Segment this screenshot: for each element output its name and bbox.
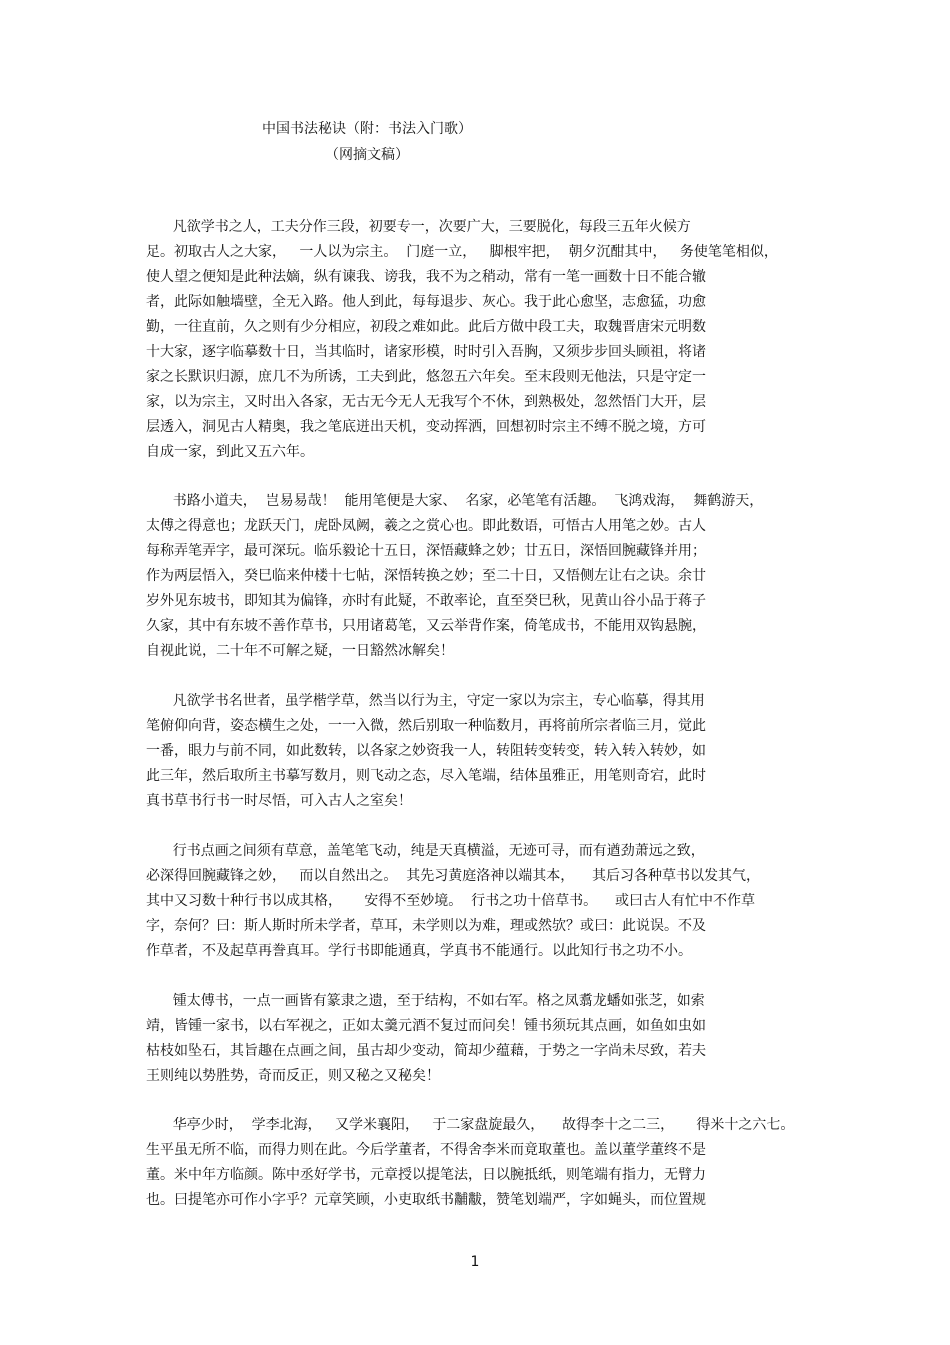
text-line: 使人望之便知是此种法嫡，纵有谏我、谤我，我不为之稍动，常有一笔一画数十日不能合辙: [146, 269, 706, 285]
paragraph-5: [146, 989, 806, 1089]
text-line: 书路小道夫， 岂易易哉！ 能用笔便是大家、 名家，必笔笔有活趣。 飞鸿戏海， 舞鹤游天，: [146, 493, 764, 509]
text-line: 自视此说，二十年不可解之疑，一日豁然冰解矣！: [146, 643, 454, 659]
text-line: 董。米中年方临颜。陈中丞好学书，元章授以提笔法，日以腕抵纸，则笔端有指力，无臂力: [146, 1167, 706, 1183]
text-line: 足。初取古人之大家， 一人以为宗主。 门庭一立， 脚根牢把， 朝夕沉酣其中， 务使笔笔相似，: [146, 244, 778, 260]
text-line: 一番，眼力与前不同，如此数转，以各家之妙资我一人，转阻转变转变，转入转入转妙，如: [146, 743, 706, 759]
text-line: 层透入，洞见古人精奥，我之笔底迸出天机，变动挥洒，回想初时宗主不缚不脱之境，方可: [146, 419, 706, 435]
text-line: 十大家，逐字临摹数十日，当其临时，诸家形模，时时引入吾胸，又须步步回头顾祖，将诸: [146, 344, 706, 360]
text-line: 字，奈何？曰：斯人斯时所未学者，草耳，未学则以为难，理或然欤？或曰：此说误。不及: [146, 918, 706, 934]
text-line: 家之长默识归源，庶几不为所诱，工夫到此，悠忽五六年矣。至末段则无他法，只是守定一: [146, 369, 706, 385]
text-line: 每称弄笔弄字，最可深玩。临乐毅论十五日，深悟藏蜂之妙；廿五日，深悟回腕藏锋并用；: [146, 543, 706, 559]
paragraph-3: [146, 689, 806, 814]
text-line: 其中又习数十种行书以成其格， 安得不至妙境。 行书之功十倍草书。 或曰古人有忙中不作草: [146, 893, 755, 909]
text-line: 者，此际如触墙壁，全无入路。他人到此，每每退步、灰心。我于此心愈坚，志愈猛，功愈: [146, 294, 706, 310]
text-line: 此三年，然后取所主书摹写数月，则飞动之态，尽入笔端，结体虽雅正，用笔则奇宕，此时: [146, 768, 706, 784]
text-line: 华亭少时， 学李北海， 又学米襄阳， 于二家盘旋最久， 故得李十之二三， 得米十之六七。: [146, 1117, 795, 1133]
text-line: 真书草书行书一时尽悟，可入古人之室矣！: [146, 793, 412, 809]
paragraph-4: [146, 839, 806, 964]
page-number: 1: [470, 1254, 480, 1270]
text-line: 太傅之得意也；龙跃天门，虎卧凤阙，羲之之赏心也。即此数语，可悟古人用笔之妙。古人: [146, 518, 706, 534]
text-line: 作草者，不及起草再誊真耳。学行书即能通真，学真书不能通行。以此知行书之功不小。: [146, 943, 692, 959]
text-line: 也。曰提笔亦可作小字乎？元章笑顾，小吏取纸书黼黻，赞笔划端严，字如蝇头，而位置规: [146, 1192, 706, 1208]
document-subtitle: （网摘文稿）: [325, 147, 409, 163]
text-line: 作为两层悟入，癸巳临来仲楼十七帖，深悟转换之妙；至二十日，又悟侧左让右之诀。余廿: [146, 568, 706, 584]
text-line: 行书点画之间须有草意，盖笔笔飞动，纯是天真横溢，无迹可寻，而有遒劲萧远之致，: [146, 843, 705, 859]
paragraph-6: [146, 1113, 806, 1213]
text-line: 锺太傅书，一点一画皆有篆隶之遗，至于结构，不如右军。格之凤翥龙蟠如张芝，如索: [146, 993, 705, 1009]
text-line: 凡欲学书之人，工夫分作三段，初要专一，次要广大，三要脱化，每段三五年火候方: [146, 219, 691, 235]
text-line: 必深得回腕藏锋之妙， 而以自然出之。 其先习黄庭洛神以端其本， 其后习各种草书以发其气，: [146, 868, 761, 884]
text-line: 笔俯仰向背，姿态横生之处，一一入微，然后别取一种临数月，再将前所宗者临三月，觉此: [146, 718, 706, 734]
text-line: 王则纯以势胜势，奇而反正，则又秘之又秘矣！: [146, 1068, 440, 1084]
text-line: 岁外见东坡书，即知其为偏锋，亦时有此疑，不敢率论，直至癸巳秋，见黄山谷小品于蒋子: [146, 593, 706, 609]
text-line: 家，以为宗主，又时出入各家，无古无今无人无我写个不休，到熟极处，忽然悟门大开，层: [146, 394, 706, 410]
text-line: 枯枝如坠石，其旨趣在点画之间，虽古却少变动，简却少蕴藉，于势之一字尚未尽致，若夫: [146, 1043, 706, 1059]
text-line: 靖，皆锺一家书，以右军视之，正如太羹元酒不复过而问矣！锺书须玩其点画，如鱼如虫如: [146, 1018, 706, 1034]
paragraph-1: [146, 215, 806, 465]
text-line: 自成一家，到此又五六年。: [146, 444, 314, 460]
text-line: 凡欲学书名世者，虽学楷学草，然当以行为主，守定一家以为宗主，专心临摹，得其用: [146, 693, 705, 709]
text-line: 久家，其中有东坡不善作草书，只用诸葛笔，又云举背作案，倚笔成书，不能用双钩悬腕，: [146, 618, 706, 634]
text-line: 勤，一往直前，久之则有少分相应，初段之难如此。此后方做中段工夫，取魏晋唐宋元明数: [146, 319, 706, 335]
text-line: 生平虽无所不临，而得力则在此。今后学董者，不得舍李米而竟取董也。盖以董学董终不是: [146, 1142, 706, 1158]
document-title: 中国书法秘诀（附：书法入门歌）: [262, 121, 472, 137]
paragraph-2: [146, 489, 806, 664]
